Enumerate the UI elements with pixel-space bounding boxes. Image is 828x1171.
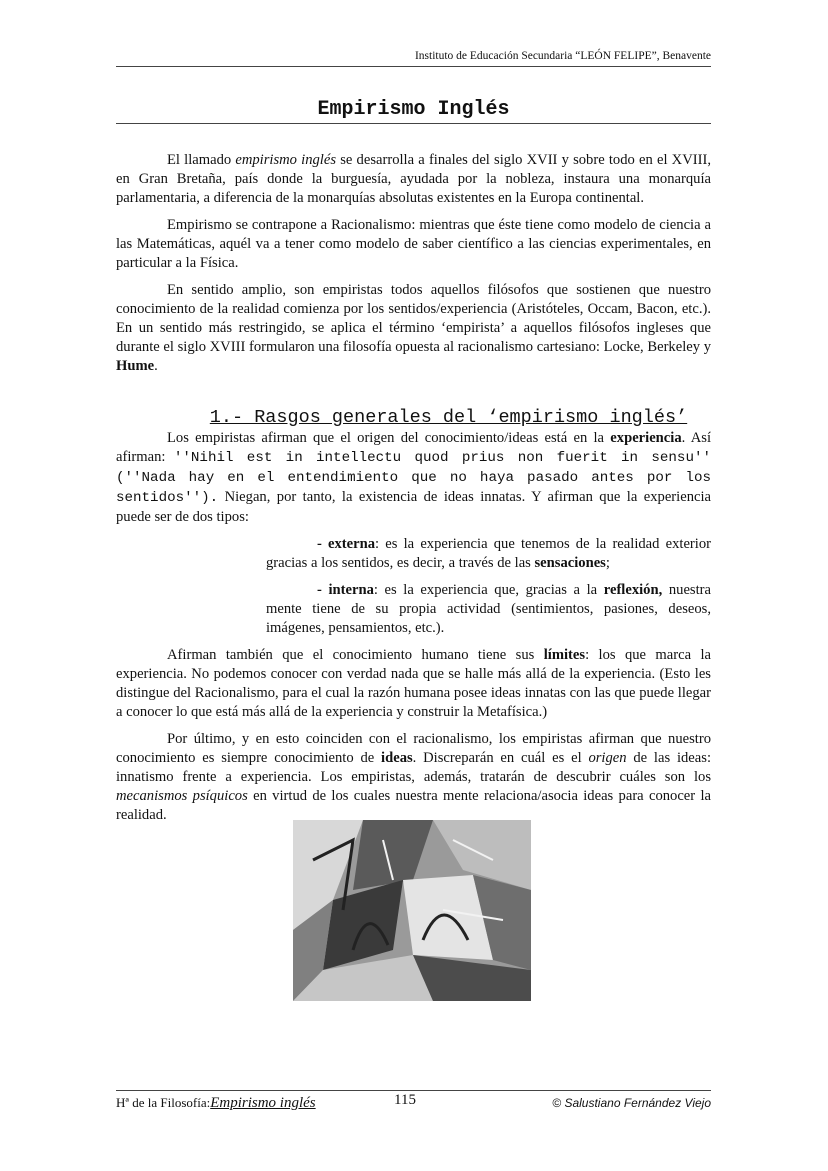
running-header: Instituto de Educación Secundaria “LEÓN FELIPE”, Benavente <box>116 50 711 67</box>
text: nuestra mente tiene de su propia actividad (sentimientos, pasiones, deseos, imágenes, pensamientos, etc.). <box>266 582 711 636</box>
page-number: 115 <box>394 1092 416 1108</box>
text: se desarrolla a finales del siglo XVII y sobre todo en el XVIII, en Gran Bretaña, país donde la burguesía, ayudada por la nobleza, instaura una monarquía parlamentaria, a diferencia de la monarquías absolutas existentes en la Europa continental. <box>116 152 711 206</box>
cubist-painting-image <box>293 820 531 1001</box>
list-item-internal <box>266 581 711 638</box>
section-paragraph-2 <box>116 646 711 722</box>
text: En sentido amplio, son empiristas todos aquellos filósofos que sostienen que nuestro conocimiento de la realidad comienza por los sentidos/experiencia (Aristóteles, Occam, Bacon, etc.). En un sentido más restringido, se aplica el término ‘empirista’ a aquellos filósofos ingleses que durante el siglo XVIII formularon una filosofía opuesta al racionalismo cartesiano: Locke, Berkeley y <box>116 282 711 355</box>
topic-label: Empirismo inglés <box>210 1095 316 1111</box>
document-body <box>116 151 711 833</box>
text: ; <box>605 555 610 571</box>
text: . Discreparán en cuál es el <box>412 750 589 766</box>
subject-label: Hª de la Filosofía: <box>116 1095 211 1110</box>
bold: experiencia <box>610 430 682 446</box>
text: de las ideas: innatismo frente a experiencia. Los empiristas, además, tratarán de descubrir cuáles son los <box>116 750 711 785</box>
intro-paragraph-3 <box>116 281 711 376</box>
text: Niegan, por tanto, la existencia de ideas innatas. Y afirman que la experiencia puede ser de dos tipos: <box>116 489 711 525</box>
text: . Así afirman: <box>116 430 712 465</box>
list-item-external <box>266 535 711 573</box>
section-paragraph-3 <box>116 730 711 825</box>
text: : es la experiencia que tenemos de la realidad exterior gracias a los sentidos, es decir, a través de las <box>266 536 711 571</box>
text: Afirman también que el conocimiento humano tiene sus <box>167 647 544 663</box>
text: Los empiristas afirman que el origen del conocimiento/ideas está en la <box>167 430 611 446</box>
bold: Hume <box>116 358 155 374</box>
emphasis: empirismo inglés <box>235 152 337 168</box>
section-heading: 1.- Rasgos generales del ‘empirismo inglés’ <box>209 407 688 428</box>
footer-subject <box>116 1095 316 1112</box>
text: Empirismo se contrapone a Racionalismo: mientras que éste tiene como modelo de ciencia a las Matemáticas, aquél va a tener como modelo de saber científico a las ciencias experimentales, en particular a la Física. <box>116 217 711 271</box>
text: El llamado <box>167 152 236 168</box>
bold: sensaciones <box>534 555 606 571</box>
bold: - externa <box>317 536 376 552</box>
text: : los que marca la experiencia. No podemos conocer con verdad nada que se halle más allá de la experiencia. (Esto les distingue del Racionalismo, para el cual la razón humana posee ideas innatas con las que puede llegar a conocer lo que está más allá de la experiencia y construir la Metafísica.) <box>116 647 711 720</box>
intro-paragraph-1 <box>116 151 711 208</box>
intro-paragraph-2 <box>116 216 711 273</box>
bold: reflexión, <box>603 582 663 598</box>
bold: ideas <box>381 750 413 766</box>
bold: - interna <box>317 582 374 598</box>
latin-quote: ''Nihil est in intellectu quod prius non fuerit in sensu'' (''Nada hay en el entendimiento que no haya pasado antes por los sentidos''). <box>116 450 711 506</box>
page-footer <box>116 1090 711 1115</box>
page-title: Empirismo Inglés <box>116 98 711 124</box>
author-credit: © Salustiano Fernández Viejo <box>552 1096 711 1110</box>
text: : es la experiencia que, gracias a la <box>373 582 604 598</box>
bold: límites <box>543 647 586 663</box>
text: Por último, y en esto coinciden con el racionalismo, los empiristas afirman que nuestro conocimiento es siempre conocimiento de <box>116 731 711 766</box>
text: en virtud de los cuales nuestra mente relaciona/asocia ideas para conocer la realidad. <box>116 788 711 823</box>
experience-types <box>116 535 711 638</box>
section-paragraph-1 <box>116 429 711 527</box>
text: . <box>154 358 158 374</box>
emphasis: origen <box>588 750 627 766</box>
emphasis: mecanismos psíquicos <box>116 788 248 804</box>
